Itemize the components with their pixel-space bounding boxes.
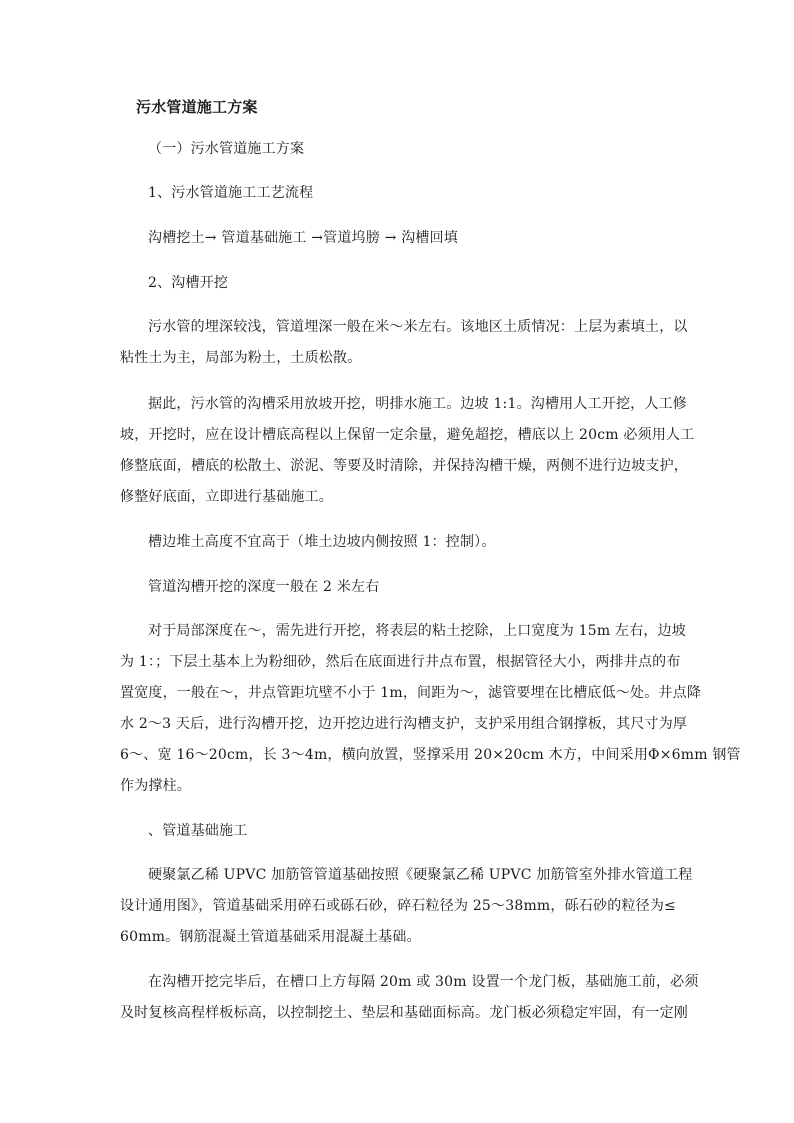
- paragraph-line: 为 1：；下层土基本上为粉细砂，然后在底面进行井点布置，根据管径大小，两排井点的布: [120, 654, 681, 670]
- paragraph-line: 在沟槽开挖完毕后，在槽口上方每隔 20m 或 30m 设置一个龙门板，基础施工前，必须: [148, 974, 699, 990]
- paragraph-line: 6～、宽 16～20cm，长 3～4m，横向放置，竖撑采用 20×20cm 木方，中间采用Φ×6mm 钢管: [120, 747, 741, 763]
- paragraph-line: 据此，污水管的沟槽采用放坡开挖，明排水施工。边坡 1:1。沟槽用人工开挖，人工修: [148, 396, 687, 412]
- process-flow: 沟槽挖土→ 管道基础施工 →管道坞膀 → 沟槽回填: [148, 230, 458, 246]
- paragraph-line: 置宽度，一般在～，井点管距坑壁不小于 1m，间距为～，滤管要埋在比槽底低～处。井点降: [120, 685, 702, 701]
- paragraph-line: 修整好底面，立即进行基础施工。: [120, 489, 333, 505]
- paragraph-line: 槽边堆土高度不宜高于（堆土边坡内侧按照 1：控制）。: [148, 534, 496, 550]
- paragraph-line: 管道沟槽开挖的深度一般在 2 米左右: [148, 579, 380, 595]
- paragraph-line: 坡，开挖时，应在设计槽底高程以上保留一定余量，避免超挖，槽底以上 20cm 必须用人工: [120, 427, 695, 443]
- item-heading-2: 2、沟槽开挖: [148, 275, 229, 291]
- document-title: 污水管道施工方案: [136, 98, 258, 116]
- paragraph-line: 污水管的埋深较浅，管道埋深一般在米～米左右。该地区土质情况：上层为素填土，以: [148, 319, 688, 335]
- paragraph-line: 设计通用图》，管道基础采用碎石或砾石砂，碎石粒径为 25～38mm，砾石砂的粒径为≤: [120, 898, 676, 914]
- paragraph-line: 60mm。钢筋混凝土管道基础采用混凝土基础。: [120, 929, 421, 945]
- paragraph-line: 作为撑柱。: [120, 778, 191, 794]
- paragraph-line: 对于局部深度在～，需先进行开挖，将表层的粘土挖除，上口宽度为 15m 左右，边坡: [148, 623, 686, 639]
- paragraph-line: 粘性土为主，局部为粉土，土质松散。: [120, 350, 362, 366]
- section-heading: （一）污水管道施工方案: [148, 141, 305, 157]
- paragraph-line: 及时复核高程样板标高，以控制挖土、垫层和基础面标高。龙门板必须稳定牢固，有一定刚: [120, 1005, 688, 1021]
- paragraph-line: 硬聚氯乙稀 UPVC 加筋管管道基础按照《硬聚氯乙稀 UPVC 加筋管室外排水管道工程: [148, 867, 693, 883]
- paragraph-line: 水 2～3 天后，进行沟槽开挖，边开挖边进行沟槽支护，支护采用组合钢撑板，其尺寸为厚: [120, 716, 688, 732]
- item-heading-1: 1、污水管道施工工艺流程: [148, 185, 314, 201]
- paragraph-line: 修整底面，槽底的松散土、淤泥、等要及时清除，并保持沟槽干燥，两侧不进行边坡支护，: [120, 458, 688, 474]
- item-heading-3: 、管道基础施工: [148, 823, 248, 839]
